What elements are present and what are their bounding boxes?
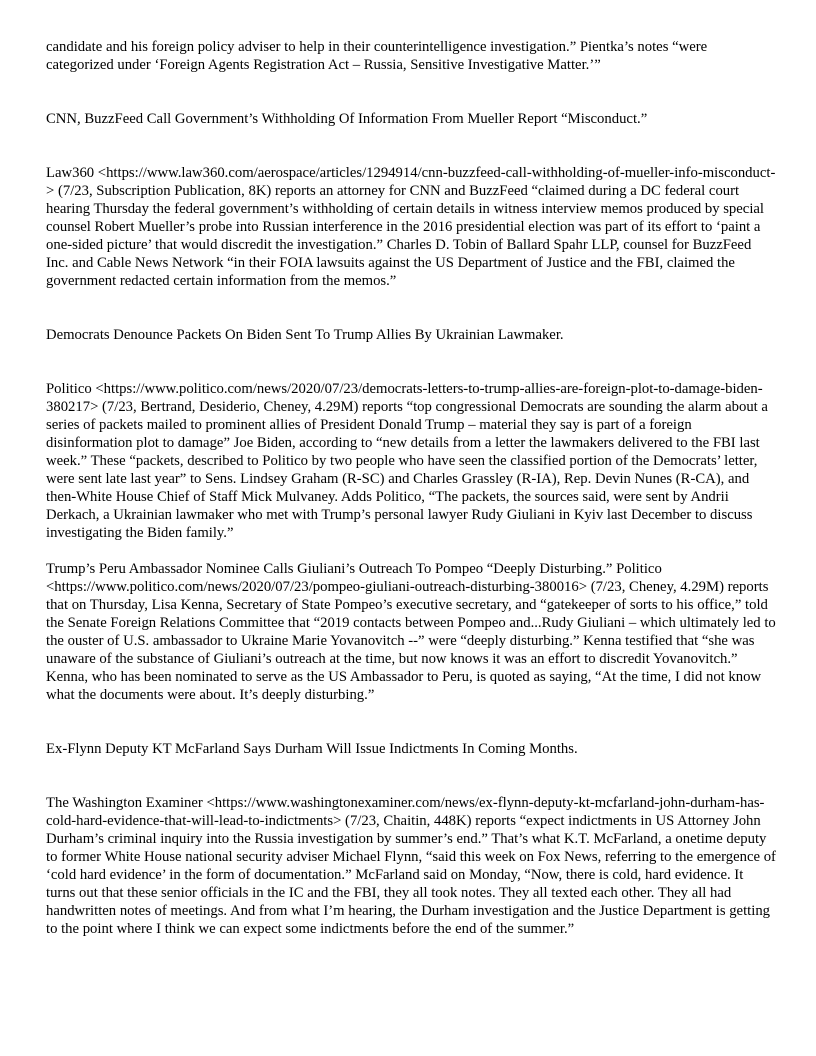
spacer <box>46 542 776 560</box>
document-page <box>46 38 776 938</box>
spacer <box>46 344 776 380</box>
article-politico-packets: Politico <https://www.politico.com/news/2020/07/23/democrats-letters-to-trump-allies-are-foreign-plot-to-damage-biden-380217> (7/23, Bertrand, Desiderio, Cheney, 4.29M) reports “top congressional Democrats are sounding the alarm about a series of packets mailed to prominent allies of President Donald Trump – material they say is part of a foreign disinformation plot to damage” Joe Biden, according to “new details from a letter the lawmakers delivered to the FBI last week.” These “packets, described to Politico by two people who have seen the classified portion of the Democrats’ letter, were sent late last year” to Sens. Lindsey Graham (R-SC) and Charles Grassley (R-IA), Rep. Devin Nunes (R-CA), and then-White House Chief of Staff Mick Mulvaney. Adds Politico, “The packets, the sources said, were sent by Andrii Derkach, a Ukrainian lawmaker who met with Trump’s personal lawyer Rudy Giuliani in Kyiv last December to discuss investigating the Biden family.” <box>46 381 768 541</box>
spacer <box>46 128 776 164</box>
headline-cnn-buzzfeed: CNN, BuzzFeed Call Government’s Withholding Of Information From Mueller Report “Misconduct.” <box>46 111 648 127</box>
intro-paragraph: candidate and his foreign policy adviser to help in their counterintelligence investigation.” Pientka’s notes “were categorized under ‘Foreign Agents Registration Act – Russia, Sensitive Investigative Matter.’” <box>46 39 708 73</box>
spacer <box>46 758 776 794</box>
article-washington-examiner: The Washington Examiner <https://www.washingtonexaminer.com/news/ex-flynn-deputy-kt-mcfarland-john-durham-has-cold-hard-evidence-that-will-lead-to-indictments> (7/23, Chaitin, 448K) reports “expect indictments in US Attorney John Durham’s criminal inquiry into the Russia investigation by summer’s end.” That’s what K.T. McFarland, a onetime deputy to former White House national security adviser Michael Flynn, “said this week on Fox News, referring to the emergence of ‘cold hard evidence’ in the form of documentation.” McFarland said on Monday, “Now, there is cold, hard evidence. It turns out that these senior officials in the IC and the FBI, they all took notes. They all texted each other. They all had handwritten notes of meetings. And from what I’m hearing, the Durham investigation and the Justice Department is getting to the point where I think we can expect some indictments before the end of the summer.” <box>46 795 776 937</box>
headline-mcfarland-durham: Ex-Flynn Deputy KT McFarland Says Durham Will Issue Indictments In Coming Months. <box>46 741 578 757</box>
article-law360: Law360 <https://www.law360.com/aerospace/articles/1294914/cnn-buzzfeed-call-withholding-of-mueller-info-misconduct-> (7/23, Subscription Publication, 8K) reports an attorney for CNN and BuzzFeed “claimed during a DC federal court hearing Thursday the federal government’s withholding of certain details in witness interview memos produced by special counsel Robert Mueller’s probe into Russian interference in the 2016 presidential election was part of its effort to ‘paint a one-sided picture’ that would discredit the investigation.” Charles D. Tobin of Ballard Spahr LLP, counsel for BuzzFeed Inc. and Cable News Network “in their FOIA lawsuits against the US Department of Justice and the FBI, claimed the government redacted certain information from the memos.” <box>46 165 776 289</box>
article-politico-peru-ambassador: Trump’s Peru Ambassador Nominee Calls Giuliani’s Outreach To Pompeo “Deeply Disturbing.” Politico <https://www.politico.com/news/2020/07/23/pompeo-giuliani-outreach-disturbing-380016> (7/23, Cheney, 4.29M) reports that on Thursday, Lisa Kenna, Secretary of State Pompeo’s executive secretary, and “gatekeeper of sorts to his office,” told the Senate Foreign Relations Committee that “2019 contacts between Pompeo and...Rudy Giuliani – which ultimately led to the ouster of U.S. ambassador to Ukraine Marie Yovanovitch --” were “deeply disturbing.” Kenna testified that “she was unaware of the substance of Giuliani’s outreach at the time, but now knows it was an effort to discredit Yovanovitch.” Kenna, who has been nominated to serve as the US Ambassador to Peru, is quoted as saying, “At the time, I did not know what the documents were about. It’s deeply disturbing.” <box>46 561 776 703</box>
spacer <box>46 290 776 326</box>
spacer <box>46 74 776 110</box>
headline-democrats-packets: Democrats Denounce Packets On Biden Sent To Trump Allies By Ukrainian Lawmaker. <box>46 327 564 343</box>
spacer <box>46 704 776 740</box>
